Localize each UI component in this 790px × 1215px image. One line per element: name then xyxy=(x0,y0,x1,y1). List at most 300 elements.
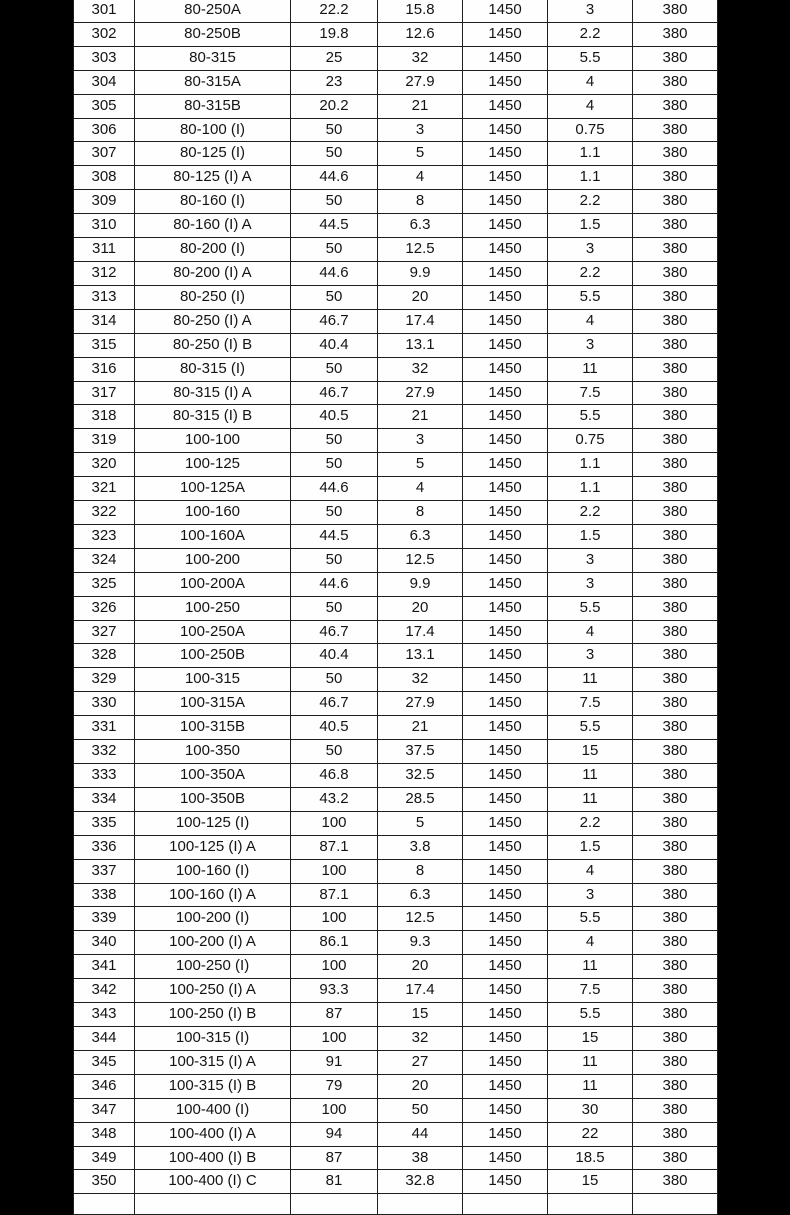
cell-model: 100-400 (I) C xyxy=(135,1170,291,1194)
cell-power: 0.75 xyxy=(548,118,633,142)
cell-index: 336 xyxy=(74,835,135,859)
cell-value-b: 32.5 xyxy=(378,764,463,788)
table-row xyxy=(74,955,718,979)
cell-value-b: 27.9 xyxy=(378,692,463,716)
table-row xyxy=(74,0,718,22)
cell-value-a: 50 xyxy=(291,142,378,166)
table-row xyxy=(74,285,718,309)
table-row xyxy=(74,644,718,668)
cell-index: 342 xyxy=(74,979,135,1003)
cell-value-b xyxy=(378,1194,463,1215)
cell-power: 22 xyxy=(548,1122,633,1146)
cell-value-a: 50 xyxy=(291,740,378,764)
cell-speed: 1450 xyxy=(463,787,548,811)
cell-value-b: 20 xyxy=(378,285,463,309)
cell-voltage: 380 xyxy=(633,931,718,955)
cell-value-b: 21 xyxy=(378,716,463,740)
cell-power: 0.75 xyxy=(548,429,633,453)
cell-speed: 1450 xyxy=(463,740,548,764)
cell-value-b: 27 xyxy=(378,1050,463,1074)
cell-voltage: 380 xyxy=(633,524,718,548)
cell-voltage: 380 xyxy=(633,453,718,477)
cell-voltage: 380 xyxy=(633,907,718,931)
cell-value-a: 50 xyxy=(291,453,378,477)
cell-model: 100-125 (I) A xyxy=(135,835,291,859)
cell-model: 80-250B xyxy=(135,22,291,46)
cell-model: 80-250 (I) B xyxy=(135,333,291,357)
cell-value-b: 5 xyxy=(378,453,463,477)
cell-model: 100-250 (I) xyxy=(135,955,291,979)
cell-voltage: 380 xyxy=(633,979,718,1003)
table-row xyxy=(74,524,718,548)
table-row xyxy=(74,46,718,70)
cell-voltage: 380 xyxy=(633,620,718,644)
cell-value-b: 8 xyxy=(378,859,463,883)
cell-power: 2.2 xyxy=(548,501,633,525)
cell-index: 339 xyxy=(74,907,135,931)
cell-power: 3 xyxy=(548,238,633,262)
table-row xyxy=(74,453,718,477)
cell-voltage: 380 xyxy=(633,1003,718,1027)
cell-index: 322 xyxy=(74,501,135,525)
cell-power: 4 xyxy=(548,931,633,955)
cell-model: 100-315B xyxy=(135,716,291,740)
cell-value-a: 46.8 xyxy=(291,764,378,788)
cell-speed: 1450 xyxy=(463,764,548,788)
cell-power: 11 xyxy=(548,1050,633,1074)
cell-model: 100-250B xyxy=(135,644,291,668)
cell-power: 2.2 xyxy=(548,22,633,46)
cell-speed: 1450 xyxy=(463,835,548,859)
cell-index: 335 xyxy=(74,811,135,835)
cell-value-a: 40.4 xyxy=(291,333,378,357)
cell-power: 11 xyxy=(548,1074,633,1098)
cell-value-a: 46.7 xyxy=(291,309,378,333)
cell-speed: 1450 xyxy=(463,429,548,453)
cell-index: 324 xyxy=(74,548,135,572)
cell-model: 100-200 (I) xyxy=(135,907,291,931)
cell-index: 341 xyxy=(74,955,135,979)
cell-power: 7.5 xyxy=(548,381,633,405)
cell-index: 338 xyxy=(74,883,135,907)
cell-power: 4 xyxy=(548,620,633,644)
table-row xyxy=(74,214,718,238)
cell-index: 320 xyxy=(74,453,135,477)
cell-model: 100-315 (I) xyxy=(135,1026,291,1050)
cell-power: 11 xyxy=(548,787,633,811)
cell-power: 3 xyxy=(548,572,633,596)
cell-voltage: 380 xyxy=(633,142,718,166)
cell-speed: 1450 xyxy=(463,118,548,142)
cell-model: 80-315 (I) xyxy=(135,357,291,381)
cell-index: 301 xyxy=(74,0,135,22)
cell-model: 100-350 xyxy=(135,740,291,764)
cell-power: 30 xyxy=(548,1098,633,1122)
cell-index: 314 xyxy=(74,309,135,333)
cell-value-a: 79 xyxy=(291,1074,378,1098)
table-row xyxy=(74,142,718,166)
cell-value-a: 44.5 xyxy=(291,524,378,548)
cell-model: 100-250 xyxy=(135,596,291,620)
cell-index: 308 xyxy=(74,166,135,190)
table-row-partial xyxy=(74,1194,718,1215)
cell-value-b: 21 xyxy=(378,94,463,118)
cell-power: 2.2 xyxy=(548,190,633,214)
table-row xyxy=(74,429,718,453)
cell-value-a: 40.5 xyxy=(291,716,378,740)
cell-model: 100-250 (I) B xyxy=(135,1003,291,1027)
table-row xyxy=(74,740,718,764)
cell-model: 100-315A xyxy=(135,692,291,716)
cell-voltage: 380 xyxy=(633,285,718,309)
cell-model: 80-200 (I) xyxy=(135,238,291,262)
cell-value-a: 86.1 xyxy=(291,931,378,955)
table-row xyxy=(74,620,718,644)
cell-power: 1.1 xyxy=(548,477,633,501)
cell-speed: 1450 xyxy=(463,620,548,644)
cell-power: 7.5 xyxy=(548,979,633,1003)
cell-voltage: 380 xyxy=(633,572,718,596)
cell-value-a: 46.7 xyxy=(291,381,378,405)
cell-speed: 1450 xyxy=(463,692,548,716)
cell-power: 1.1 xyxy=(548,142,633,166)
table-row xyxy=(74,190,718,214)
cell-index: 313 xyxy=(74,285,135,309)
cell-speed: 1450 xyxy=(463,668,548,692)
table-row xyxy=(74,70,718,94)
cell-model: 100-400 (I) xyxy=(135,1098,291,1122)
table-row xyxy=(74,357,718,381)
cell-speed: 1450 xyxy=(463,285,548,309)
cell-value-b: 12.5 xyxy=(378,238,463,262)
cell-index: 306 xyxy=(74,118,135,142)
pump-spec-table-container xyxy=(73,0,717,1215)
cell-value-a: 46.7 xyxy=(291,620,378,644)
cell-value-b: 32.8 xyxy=(378,1170,463,1194)
cell-model: 100-315 (I) B xyxy=(135,1074,291,1098)
cell-value-a: 50 xyxy=(291,357,378,381)
table-row xyxy=(74,931,718,955)
cell-model: 100-125 (I) xyxy=(135,811,291,835)
table-row xyxy=(74,309,718,333)
cell-model: 80-250A xyxy=(135,0,291,22)
cell-speed: 1450 xyxy=(463,955,548,979)
cell-speed: 1450 xyxy=(463,94,548,118)
cell-model: 80-315 xyxy=(135,46,291,70)
cell-index: 321 xyxy=(74,477,135,501)
cell-speed: 1450 xyxy=(463,979,548,1003)
cell-value-a: 46.7 xyxy=(291,692,378,716)
cell-index: 304 xyxy=(74,70,135,94)
cell-value-b: 13.1 xyxy=(378,333,463,357)
cell-model: 80-125 (I) A xyxy=(135,166,291,190)
cell-index: 309 xyxy=(74,190,135,214)
cell-value-a: 50 xyxy=(291,596,378,620)
table-row xyxy=(74,166,718,190)
cell-value-a: 50 xyxy=(291,238,378,262)
cell-speed: 1450 xyxy=(463,1098,548,1122)
cell-value-a: 22.2 xyxy=(291,0,378,22)
cell-index: 329 xyxy=(74,668,135,692)
cell-speed: 1450 xyxy=(463,22,548,46)
cell-voltage: 380 xyxy=(633,477,718,501)
cell-value-b: 17.4 xyxy=(378,620,463,644)
table-row xyxy=(74,238,718,262)
cell-power: 1.1 xyxy=(548,453,633,477)
table-row xyxy=(74,764,718,788)
cell-speed: 1450 xyxy=(463,548,548,572)
cell-voltage: 380 xyxy=(633,764,718,788)
cell-value-b: 28.5 xyxy=(378,787,463,811)
cell-speed: 1450 xyxy=(463,596,548,620)
cell-speed: 1450 xyxy=(463,333,548,357)
cell-value-b: 3 xyxy=(378,118,463,142)
cell-value-a: 50 xyxy=(291,501,378,525)
cell-power: 1.5 xyxy=(548,214,633,238)
cell-model: 80-100 (I) xyxy=(135,118,291,142)
table-row xyxy=(74,118,718,142)
cell-value-a: 50 xyxy=(291,285,378,309)
cell-power: 18.5 xyxy=(548,1146,633,1170)
cell-value-a: 44.6 xyxy=(291,166,378,190)
table-row xyxy=(74,333,718,357)
cell-voltage: 380 xyxy=(633,1026,718,1050)
cell-power: 3 xyxy=(548,333,633,357)
cell-voltage: 380 xyxy=(633,94,718,118)
cell-power: 2.2 xyxy=(548,811,633,835)
cell-model: 100-350A xyxy=(135,764,291,788)
cell-value-b: 15 xyxy=(378,1003,463,1027)
table-row xyxy=(74,1026,718,1050)
cell-index: 343 xyxy=(74,1003,135,1027)
cell-value-b: 50 xyxy=(378,1098,463,1122)
cell-index: 316 xyxy=(74,357,135,381)
cell-value-b: 12.5 xyxy=(378,548,463,572)
cell-voltage: 380 xyxy=(633,166,718,190)
cell-value-a: 91 xyxy=(291,1050,378,1074)
cell-index: 350 xyxy=(74,1170,135,1194)
cell-value-b: 32 xyxy=(378,357,463,381)
cell-power: 11 xyxy=(548,955,633,979)
cell-value-b: 44 xyxy=(378,1122,463,1146)
cell-value-a: 100 xyxy=(291,859,378,883)
table-row xyxy=(74,261,718,285)
cell-speed: 1450 xyxy=(463,1026,548,1050)
cell-voltage: 380 xyxy=(633,190,718,214)
cell-model: 100-200A xyxy=(135,572,291,596)
cell-index: 345 xyxy=(74,1050,135,1074)
cell-power: 5.5 xyxy=(548,285,633,309)
cell-voltage: 380 xyxy=(633,309,718,333)
cell-value-b: 9.9 xyxy=(378,261,463,285)
pump-spec-table xyxy=(73,0,718,1215)
cell-value-a: 81 xyxy=(291,1170,378,1194)
cell-voltage: 380 xyxy=(633,1098,718,1122)
cell-speed: 1450 xyxy=(463,381,548,405)
cell-voltage: 380 xyxy=(633,405,718,429)
cell-index: 327 xyxy=(74,620,135,644)
cell-voltage: 380 xyxy=(633,835,718,859)
cell-power: 3 xyxy=(548,548,633,572)
cell-value-a: 40.5 xyxy=(291,405,378,429)
cell-value-b: 5 xyxy=(378,811,463,835)
cell-voltage: 380 xyxy=(633,70,718,94)
cell-speed: 1450 xyxy=(463,501,548,525)
cell-value-b: 12.6 xyxy=(378,22,463,46)
cell-model xyxy=(135,1194,291,1215)
table-row xyxy=(74,501,718,525)
cell-voltage: 380 xyxy=(633,333,718,357)
cell-model: 100-160A xyxy=(135,524,291,548)
cell-power: 15 xyxy=(548,1026,633,1050)
table-row xyxy=(74,1170,718,1194)
cell-index: 307 xyxy=(74,142,135,166)
cell-model: 80-250 (I) xyxy=(135,285,291,309)
cell-value-a: 87 xyxy=(291,1003,378,1027)
cell-value-a: 87 xyxy=(291,1146,378,1170)
cell-value-b: 27.9 xyxy=(378,70,463,94)
cell-speed: 1450 xyxy=(463,357,548,381)
cell-voltage: 380 xyxy=(633,429,718,453)
table-row xyxy=(74,22,718,46)
cell-power: 5.5 xyxy=(548,1003,633,1027)
cell-speed: 1450 xyxy=(463,453,548,477)
cell-value-b: 4 xyxy=(378,166,463,190)
cell-power xyxy=(548,1194,633,1215)
cell-index: 317 xyxy=(74,381,135,405)
cell-value-a: 50 xyxy=(291,668,378,692)
cell-voltage: 380 xyxy=(633,118,718,142)
cell-speed: 1450 xyxy=(463,0,548,22)
cell-voltage: 380 xyxy=(633,0,718,22)
cell-voltage: 380 xyxy=(633,1074,718,1098)
cell-value-a: 44.6 xyxy=(291,477,378,501)
cell-index: 319 xyxy=(74,429,135,453)
cell-model: 100-400 (I) A xyxy=(135,1122,291,1146)
cell-power: 5.5 xyxy=(548,46,633,70)
cell-power: 3 xyxy=(548,883,633,907)
cell-model: 80-315A xyxy=(135,70,291,94)
cell-voltage: 380 xyxy=(633,22,718,46)
cell-voltage: 380 xyxy=(633,740,718,764)
cell-index: 326 xyxy=(74,596,135,620)
cell-voltage: 380 xyxy=(633,261,718,285)
cell-model: 100-315 (I) A xyxy=(135,1050,291,1074)
spec-table-body xyxy=(74,0,718,1215)
cell-value-b: 6.3 xyxy=(378,214,463,238)
cell-speed xyxy=(463,1194,548,1215)
cell-voltage: 380 xyxy=(633,357,718,381)
cell-model: 100-125A xyxy=(135,477,291,501)
cell-speed: 1450 xyxy=(463,907,548,931)
cell-index: 332 xyxy=(74,740,135,764)
table-row xyxy=(74,668,718,692)
table-row xyxy=(74,405,718,429)
cell-value-a: 40.4 xyxy=(291,644,378,668)
cell-speed: 1450 xyxy=(463,214,548,238)
cell-power: 5.5 xyxy=(548,907,633,931)
cell-value-b: 3.8 xyxy=(378,835,463,859)
cell-speed: 1450 xyxy=(463,190,548,214)
cell-value-a: 44.5 xyxy=(291,214,378,238)
table-row xyxy=(74,1098,718,1122)
cell-speed: 1450 xyxy=(463,405,548,429)
cell-value-b: 32 xyxy=(378,46,463,70)
cell-power: 11 xyxy=(548,668,633,692)
cell-voltage: 380 xyxy=(633,596,718,620)
cell-model: 100-160 xyxy=(135,501,291,525)
cell-power: 1.1 xyxy=(548,166,633,190)
cell-model: 80-315 (I) A xyxy=(135,381,291,405)
cell-power: 1.5 xyxy=(548,524,633,548)
cell-model: 100-125 xyxy=(135,453,291,477)
table-row xyxy=(74,1003,718,1027)
table-row xyxy=(74,381,718,405)
cell-index xyxy=(74,1194,135,1215)
cell-speed: 1450 xyxy=(463,716,548,740)
cell-value-b: 13.1 xyxy=(378,644,463,668)
cell-index: 334 xyxy=(74,787,135,811)
cell-speed: 1450 xyxy=(463,309,548,333)
table-row xyxy=(74,596,718,620)
cell-index: 333 xyxy=(74,764,135,788)
cell-speed: 1450 xyxy=(463,1050,548,1074)
table-row xyxy=(74,787,718,811)
cell-value-b: 21 xyxy=(378,405,463,429)
cell-speed: 1450 xyxy=(463,524,548,548)
cell-value-a: 25 xyxy=(291,46,378,70)
cell-power: 15 xyxy=(548,740,633,764)
cell-voltage: 380 xyxy=(633,548,718,572)
cell-speed: 1450 xyxy=(463,1074,548,1098)
cell-model: 100-250A xyxy=(135,620,291,644)
table-row xyxy=(74,811,718,835)
cell-value-a: 100 xyxy=(291,955,378,979)
cell-model: 80-125 (I) xyxy=(135,142,291,166)
cell-value-a: 44.6 xyxy=(291,261,378,285)
cell-model: 80-200 (I) A xyxy=(135,261,291,285)
cell-power: 5.5 xyxy=(548,716,633,740)
cell-power: 5.5 xyxy=(548,596,633,620)
cell-model: 100-200 (I) A xyxy=(135,931,291,955)
cell-voltage: 380 xyxy=(633,1170,718,1194)
table-row xyxy=(74,907,718,931)
cell-speed: 1450 xyxy=(463,1122,548,1146)
cell-value-b: 32 xyxy=(378,1026,463,1050)
cell-power: 1.5 xyxy=(548,835,633,859)
cell-model: 100-350B xyxy=(135,787,291,811)
table-row xyxy=(74,979,718,1003)
cell-power: 3 xyxy=(548,0,633,22)
cell-index: 346 xyxy=(74,1074,135,1098)
cell-index: 305 xyxy=(74,94,135,118)
cell-value-b: 5 xyxy=(378,142,463,166)
cell-index: 340 xyxy=(74,931,135,955)
cell-model: 100-100 xyxy=(135,429,291,453)
cell-value-b: 38 xyxy=(378,1146,463,1170)
cell-value-b: 8 xyxy=(378,501,463,525)
cell-speed: 1450 xyxy=(463,883,548,907)
cell-value-a: 44.6 xyxy=(291,572,378,596)
cell-value-b: 9.3 xyxy=(378,931,463,955)
cell-value-b: 17.4 xyxy=(378,979,463,1003)
cell-model: 80-315B xyxy=(135,94,291,118)
cell-value-b: 27.9 xyxy=(378,381,463,405)
cell-model: 80-250 (I) A xyxy=(135,309,291,333)
cell-voltage: 380 xyxy=(633,1050,718,1074)
table-row xyxy=(74,1074,718,1098)
cell-value-b: 15.8 xyxy=(378,0,463,22)
